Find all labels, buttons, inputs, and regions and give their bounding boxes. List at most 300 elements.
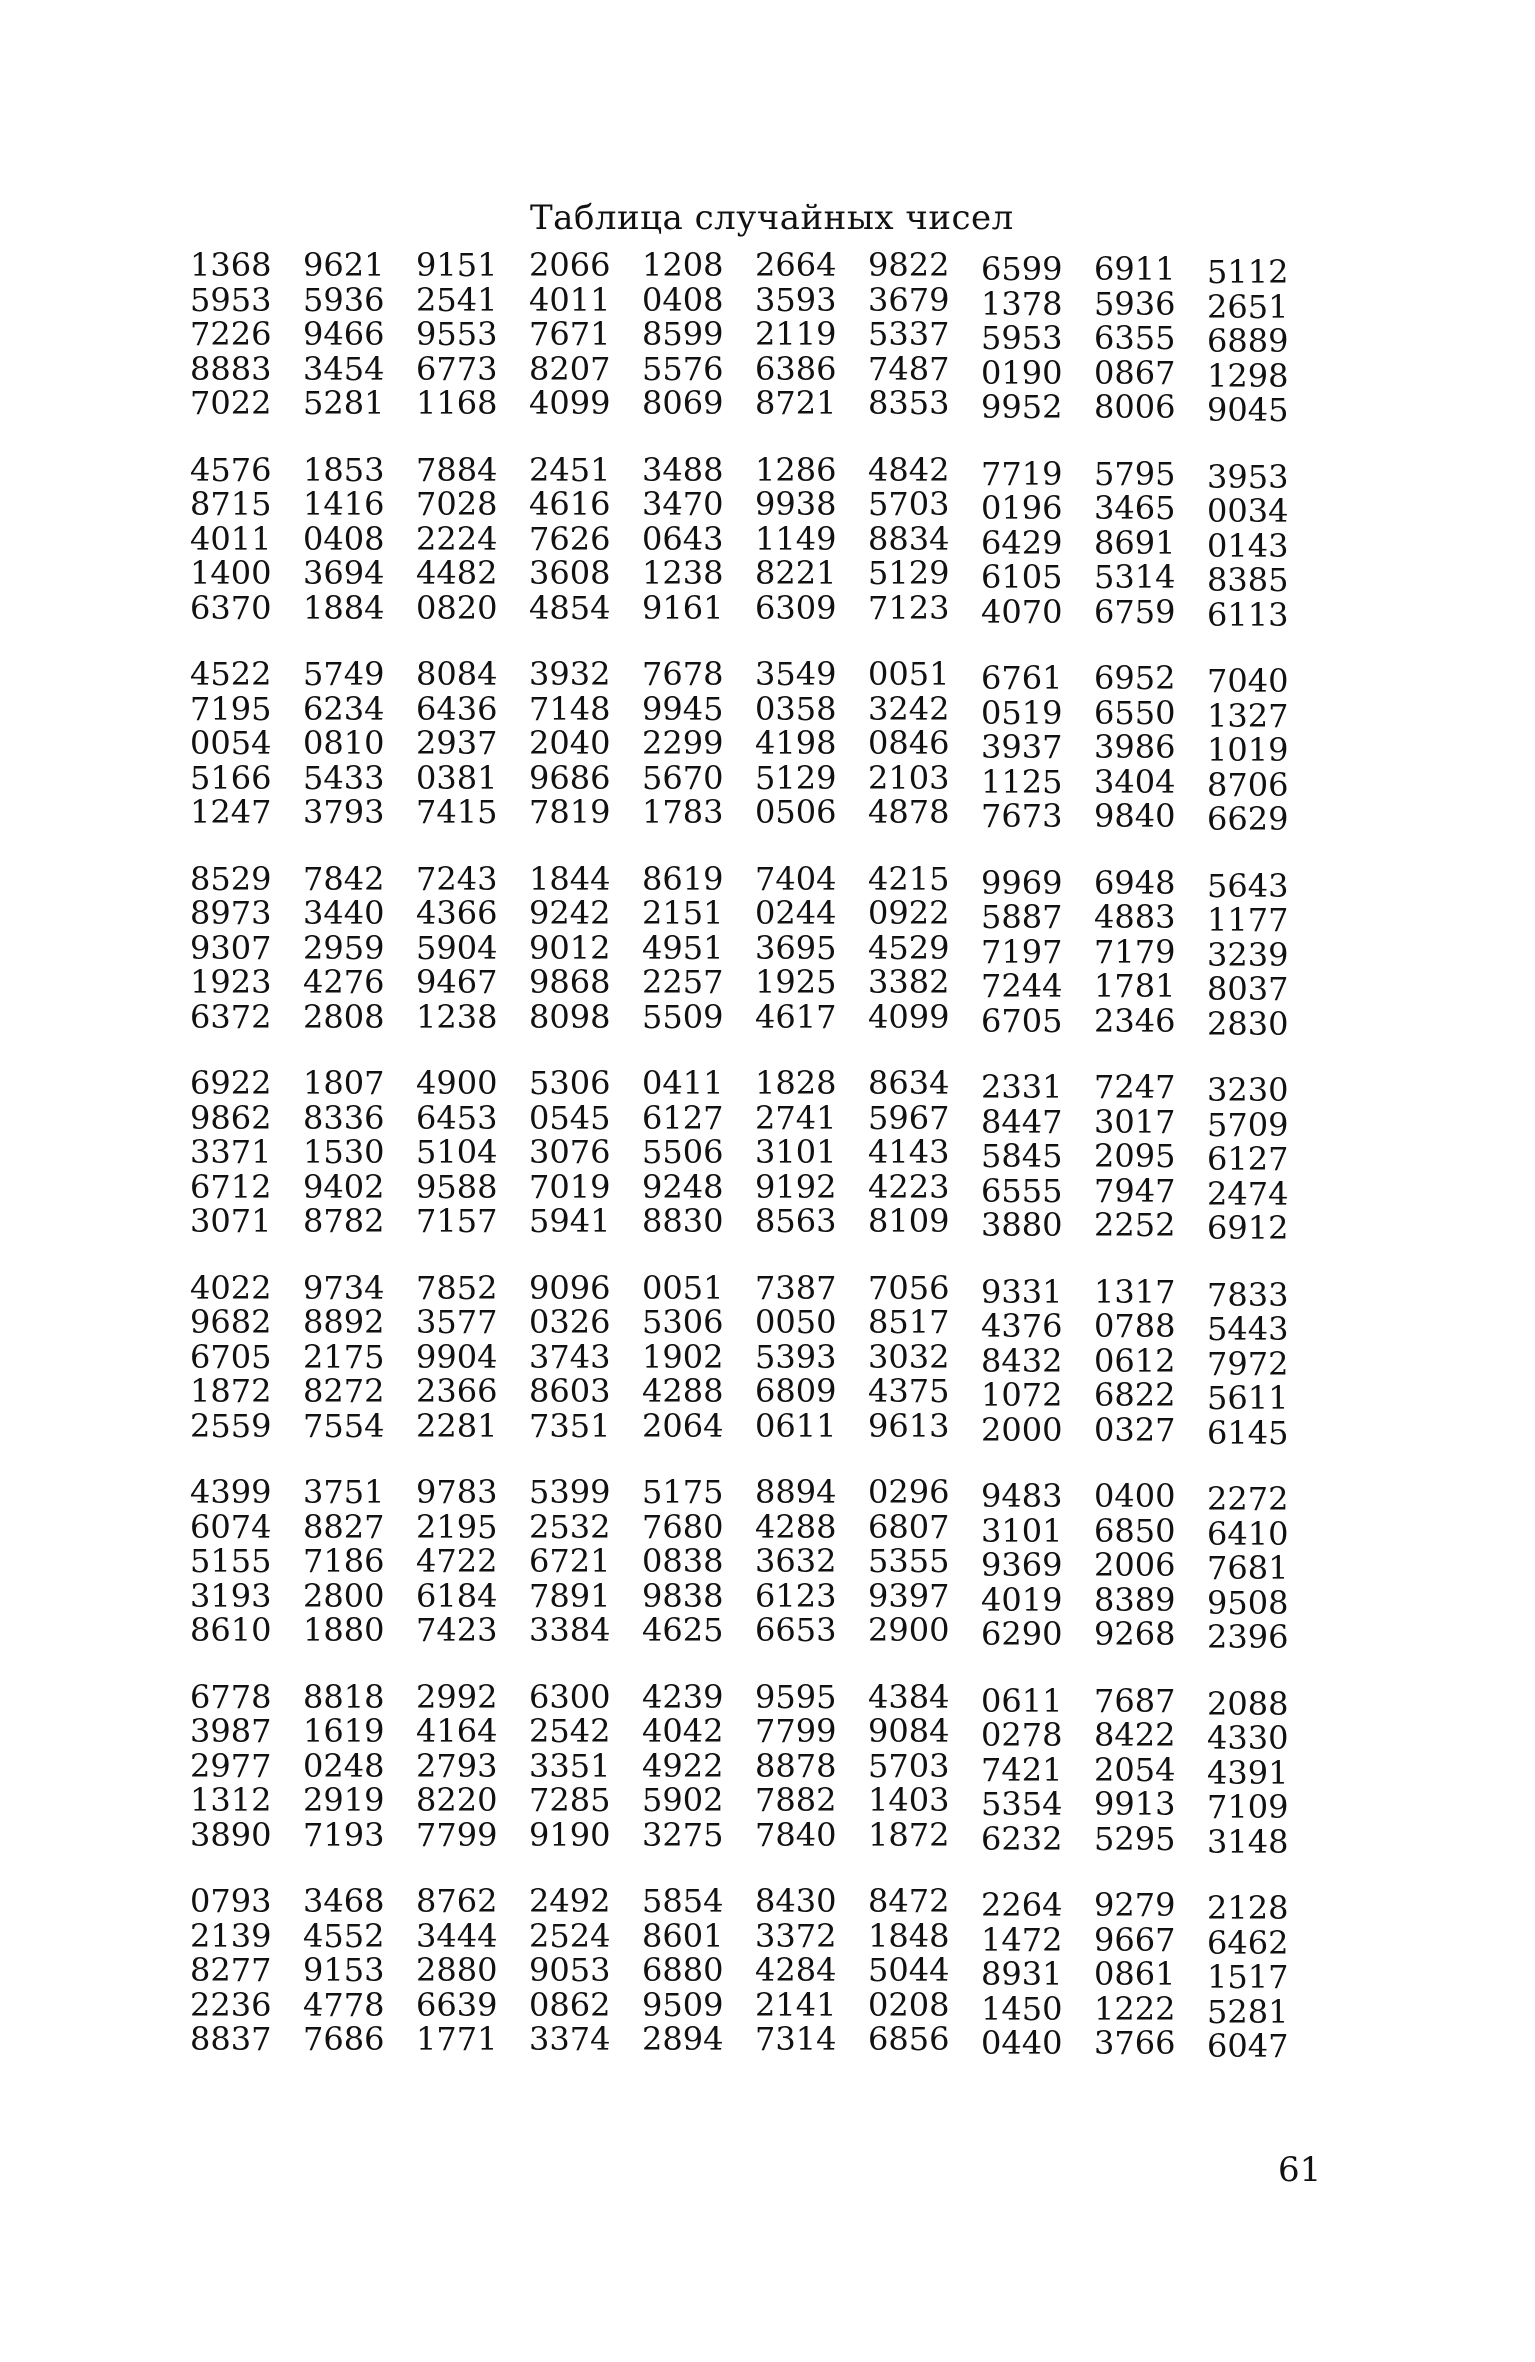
number-cell: 6639	[416, 1985, 498, 2024]
number-cell: 7819	[529, 793, 611, 831]
number-cell: 5166	[190, 758, 272, 797]
number-cell: 0381	[416, 758, 498, 797]
number-cell: 7285	[529, 1781, 611, 1819]
number-cell: 8721	[755, 384, 837, 422]
number-cell: 3193	[190, 1576, 272, 1615]
number-cell: 7040	[1207, 662, 1289, 700]
number-cell: 4391	[1207, 1753, 1289, 1792]
number-cell: 9945	[642, 689, 724, 728]
number-cell: 6809	[755, 1372, 837, 1410]
number-cell: 2299	[642, 724, 724, 762]
number-cell: 7840	[755, 1815, 837, 1854]
number-cell: 8220	[416, 1781, 498, 1819]
number-cell: 3743	[529, 1337, 611, 1376]
number-cell: 6127	[642, 1098, 724, 1137]
number-cell: 7195	[190, 689, 272, 728]
number-cell: 7972	[1207, 1344, 1289, 1383]
number-cell: 4529	[868, 928, 950, 967]
number-cell: 6712	[190, 1167, 272, 1206]
number-cell: 7186	[303, 1542, 385, 1580]
number-cell: 7671	[529, 315, 611, 353]
number-cell: 3444	[416, 1916, 498, 1955]
number-cell: 4625	[642, 1611, 724, 1649]
number-cell: 9242	[529, 894, 611, 932]
number-cell: 7247	[1094, 1068, 1176, 1106]
number-cell: 0050	[755, 1303, 837, 1341]
table-row	[190, 280, 1320, 326]
number-cell: 3488	[642, 450, 724, 489]
number-cell: 3751	[303, 1473, 385, 1511]
number-cell: 6807	[868, 1507, 950, 1546]
number-cell: 6453	[416, 1098, 498, 1137]
number-cell: 8385	[1207, 561, 1289, 599]
number-cell: 5044	[868, 1951, 950, 1989]
number-cell: 3440	[303, 894, 385, 932]
number-cell: 6123	[755, 1576, 837, 1615]
number-cell: 0051	[868, 655, 950, 693]
table-row	[190, 1985, 1320, 2031]
number-cell: 4164	[416, 1712, 498, 1750]
number-cell: 5175	[642, 1473, 724, 1511]
number-cell: 9369	[981, 1546, 1063, 1584]
number-cell: 2937	[416, 724, 498, 762]
number-cell: 8084	[416, 655, 498, 693]
number-cell: 6184	[416, 1576, 498, 1615]
table-row	[190, 1677, 1320, 1723]
number-cell: 9613	[868, 1406, 950, 1445]
number-cell: 7019	[529, 1167, 611, 1206]
number-cell: 5845	[981, 1137, 1063, 1175]
table-row	[190, 758, 1320, 804]
number-cell: 9045	[1207, 391, 1289, 429]
number-cell: 1880	[303, 1611, 385, 1649]
number-cell: 4198	[755, 724, 837, 762]
number-cell: 0411	[642, 1064, 724, 1102]
number-cell: 0838	[642, 1542, 724, 1580]
number-block	[190, 859, 1320, 1043]
number-cell: 1238	[416, 997, 498, 1036]
number-cell: 4576	[190, 450, 272, 489]
number-cell: 2066	[529, 246, 611, 284]
number-cell: 0846	[868, 724, 950, 762]
number-cell: 2040	[529, 724, 611, 762]
number-cell: 4011	[529, 280, 611, 319]
number-cell: 7056	[868, 1268, 950, 1307]
number-cell: 5337	[868, 315, 950, 353]
table-row	[190, 554, 1320, 599]
number-cell: 0326	[529, 1303, 611, 1341]
number-cell: 8837	[190, 2020, 272, 2058]
number-cell: 3932	[529, 655, 611, 693]
number-cell: 1368	[190, 246, 272, 284]
number-cell: 2139	[190, 1916, 272, 1955]
number-cell: 5643	[1207, 866, 1289, 905]
number-cell: 9483	[981, 1477, 1063, 1515]
number-cell: 7197	[981, 932, 1063, 971]
number-cell: 5306	[642, 1303, 724, 1341]
number-cell: 8610	[190, 1611, 272, 1649]
number-cell: 0922	[868, 894, 950, 932]
number-cell: 1923	[190, 963, 272, 1001]
number-cell: 3230	[1207, 1071, 1289, 1109]
number-cell: 4552	[303, 1916, 385, 1955]
number-cell: 3577	[416, 1303, 498, 1341]
number-cell: 8422	[1094, 1716, 1176, 1754]
number-cell: 9509	[642, 1985, 724, 2024]
number-cell: 4384	[868, 1677, 950, 1716]
number-cell: 8277	[190, 1951, 272, 1989]
number-cell: 3890	[190, 1815, 272, 1854]
number-cell: 9190	[529, 1815, 611, 1854]
table-row	[190, 1303, 1320, 1348]
number-cell: 9969	[981, 863, 1063, 902]
number-cell: 4922	[642, 1746, 724, 1785]
number-block	[190, 655, 1320, 838]
number-cell: 8599	[642, 315, 724, 353]
table-row	[190, 1372, 1320, 1417]
number-cell: 5936	[1094, 284, 1176, 323]
table-row	[190, 1815, 1320, 1861]
table-row	[190, 1712, 1320, 1757]
number-cell: 3101	[981, 1511, 1063, 1550]
number-cell: 8517	[868, 1303, 950, 1341]
number-cell: 3468	[303, 1882, 385, 1920]
number-cell: 9938	[755, 485, 837, 523]
number-cell: 0190	[981, 353, 1063, 392]
number-cell: 8834	[868, 519, 950, 558]
number-cell: 7109	[1207, 1788, 1289, 1826]
number-cell: 7179	[1094, 932, 1176, 971]
number-cell: 7193	[303, 1815, 385, 1854]
number-cell: 6880	[642, 1951, 724, 1989]
number-cell: 0143	[1207, 526, 1289, 565]
number-cell: 8353	[868, 384, 950, 422]
number-cell: 6889	[1207, 322, 1289, 360]
table-row	[190, 588, 1320, 634]
number-cell: 1472	[981, 1920, 1063, 1959]
number-cell: 5295	[1094, 1819, 1176, 1858]
number-cell: 2006	[1094, 1546, 1176, 1584]
number-cell: 8973	[190, 894, 272, 932]
number-cell: 4070	[981, 592, 1063, 631]
number-cell: 5443	[1207, 1310, 1289, 1348]
number-cell: 9840	[1094, 797, 1176, 835]
number-cell: 1327	[1207, 696, 1289, 735]
number-cell: 6759	[1094, 592, 1176, 631]
number-cell: 8601	[642, 1916, 724, 1955]
number-cell: 5112	[1207, 253, 1289, 291]
number-cell: 2977	[190, 1746, 272, 1785]
number-cell: 8563	[755, 1202, 837, 1240]
number-cell: 4215	[868, 859, 950, 898]
number-cell: 7314	[755, 2020, 837, 2058]
number-cell: 7884	[416, 450, 498, 489]
number-cell: 3101	[755, 1133, 837, 1171]
number-cell: 0861	[1094, 1955, 1176, 1993]
number-cell: 6761	[981, 659, 1063, 697]
number-cell: 5509	[642, 997, 724, 1036]
number-cell: 3372	[755, 1916, 837, 1955]
table-row	[190, 1064, 1320, 1109]
number-cell: 2992	[416, 1677, 498, 1716]
number-cell: 7686	[303, 2020, 385, 2058]
number-cell: 6856	[868, 2020, 950, 2058]
number-cell: 1771	[416, 2020, 498, 2058]
number-cell: 3470	[642, 485, 724, 523]
number-cell: 3032	[868, 1337, 950, 1376]
number-cell: 8894	[755, 1473, 837, 1511]
number-cell: 1807	[303, 1064, 385, 1102]
number-cell: 8109	[868, 1202, 950, 1240]
number-cell: 7842	[303, 859, 385, 898]
number-cell: 1400	[190, 554, 272, 592]
number-cell: 3404	[1094, 762, 1176, 801]
number-cell: 7947	[1094, 1171, 1176, 1210]
number-cell: 1378	[981, 284, 1063, 323]
number-cell: 3937	[981, 728, 1063, 766]
number-cell: 0788	[1094, 1307, 1176, 1345]
number-cell: 9084	[868, 1712, 950, 1750]
number-cell: 1298	[1207, 356, 1289, 395]
number-cell: 5887	[981, 898, 1063, 936]
number-cell: 6355	[1094, 319, 1176, 357]
table-row	[190, 246, 1320, 291]
number-cell: 5953	[981, 319, 1063, 357]
number-cell: 5941	[529, 1202, 611, 1240]
number-cell: 8634	[868, 1064, 950, 1102]
number-cell: 9161	[642, 588, 724, 627]
number-cell: 9053	[529, 1951, 611, 1989]
number-cell: 6705	[981, 1001, 1063, 1040]
page-number: 61	[1278, 2150, 1322, 2190]
number-cell: 6386	[755, 349, 837, 388]
number-cell: 8892	[303, 1303, 385, 1341]
number-cell: 2808	[303, 997, 385, 1036]
number-cell: 4842	[868, 450, 950, 489]
number-cell: 3076	[529, 1133, 611, 1171]
table-row	[190, 793, 1320, 838]
number-cell: 9734	[303, 1268, 385, 1307]
number-cell: 2541	[416, 280, 498, 319]
number-cell: 9553	[416, 315, 498, 353]
table-row	[190, 1542, 1320, 1587]
number-cell: 4522	[190, 655, 272, 693]
number-cell: 0867	[1094, 353, 1176, 392]
number-cell: 2175	[303, 1337, 385, 1376]
number-cell: 6555	[981, 1171, 1063, 1210]
number-cell: 0278	[981, 1716, 1063, 1754]
number-cell: 3242	[868, 689, 950, 728]
number-cell: 1450	[981, 1989, 1063, 2028]
number-cell: 6850	[1094, 1511, 1176, 1550]
number-cell: 5953	[190, 280, 272, 319]
number-cell: 6911	[1094, 250, 1176, 288]
number-block	[190, 1473, 1320, 1656]
number-cell: 7028	[416, 485, 498, 523]
number-cell: 9331	[981, 1272, 1063, 1311]
number-cell: 5854	[642, 1882, 724, 1920]
number-cell: 2396	[1207, 1618, 1289, 1656]
number-cell: 3593	[755, 280, 837, 319]
number-cell: 8619	[642, 859, 724, 898]
number-cell: 5281	[303, 384, 385, 422]
number-cell: 5904	[416, 928, 498, 967]
table-row	[190, 519, 1320, 565]
number-cell: 7404	[755, 859, 837, 898]
number-block	[190, 1677, 1320, 1861]
number-cell: 7882	[755, 1781, 837, 1819]
number-cell: 4722	[416, 1542, 498, 1580]
number-cell: 5314	[1094, 558, 1176, 596]
number-cell: 2119	[755, 315, 837, 353]
number-cell: 7852	[416, 1268, 498, 1307]
number-cell: 6145	[1207, 1413, 1289, 1452]
number-cell: 0612	[1094, 1341, 1176, 1380]
number-cell: 7148	[529, 689, 611, 728]
number-cell: 3679	[868, 280, 950, 319]
number-cell: 0296	[868, 1473, 950, 1511]
number-cell: 0208	[868, 1985, 950, 2024]
number-cell: 2542	[529, 1712, 611, 1750]
table-row	[190, 1202, 1320, 1247]
number-cell: 1619	[303, 1712, 385, 1750]
table-row	[190, 928, 1320, 974]
number-cell: 9508	[1207, 1583, 1289, 1622]
number-cell: 2651	[1207, 287, 1289, 326]
number-cell: 3275	[642, 1815, 724, 1854]
number-cell: 4617	[755, 997, 837, 1036]
number-cell: 2532	[529, 1507, 611, 1546]
number-cell: 6309	[755, 588, 837, 627]
number-cell: 3987	[190, 1712, 272, 1750]
number-cell: 7487	[868, 349, 950, 388]
number-cell: 0244	[755, 894, 837, 932]
table-row	[190, 1098, 1320, 1144]
table-row	[190, 1268, 1320, 1314]
number-cell: 8432	[981, 1341, 1063, 1380]
number-cell: 8447	[981, 1102, 1063, 1141]
number-cell: 0793	[190, 1882, 272, 1920]
number-cell: 2346	[1094, 1001, 1176, 1040]
number-cell: 4223	[868, 1167, 950, 1206]
number-cell: 9279	[1094, 1886, 1176, 1924]
number-cell: 0408	[303, 519, 385, 558]
number-cell: 0196	[981, 489, 1063, 527]
table-row	[190, 1951, 1320, 1996]
number-cell: 3953	[1207, 457, 1289, 496]
number-cell: 0611	[755, 1406, 837, 1445]
number-cell: 5104	[416, 1133, 498, 1171]
number-cell: 5967	[868, 1098, 950, 1137]
number-cell: 5399	[529, 1473, 611, 1511]
number-cell: 6705	[190, 1337, 272, 1376]
number-cell: 9682	[190, 1303, 272, 1341]
number-cell: 6952	[1094, 659, 1176, 697]
number-cell: 7799	[755, 1712, 837, 1750]
number-cell: 8430	[755, 1882, 837, 1920]
number-cell: 1872	[190, 1372, 272, 1410]
number-cell: 2894	[642, 2020, 724, 2058]
number-cell: 9868	[529, 963, 611, 1001]
number-cell: 9862	[190, 1098, 272, 1137]
number-cell: 2264	[981, 1886, 1063, 1924]
table-row	[190, 1916, 1320, 1962]
number-cell: 7387	[755, 1268, 837, 1307]
number-cell: 5611	[1207, 1379, 1289, 1417]
number-cell: 4878	[868, 793, 950, 831]
number-cell: 9192	[755, 1167, 837, 1206]
number-cell: 6290	[981, 1615, 1063, 1653]
number-cell: 3766	[1094, 2024, 1176, 2062]
number-block	[190, 246, 1320, 429]
number-cell: 5703	[868, 1746, 950, 1785]
number-cell: 3382	[868, 963, 950, 1001]
table-row	[190, 349, 1320, 395]
number-cell: 5902	[642, 1781, 724, 1819]
number-cell: 2195	[416, 1507, 498, 1546]
number-cell: 6127	[1207, 1140, 1289, 1178]
number-cell: 9248	[642, 1167, 724, 1206]
number-cell: 2103	[868, 758, 950, 797]
number-cell: 9667	[1094, 1920, 1176, 1959]
number-cell: 2252	[1094, 1206, 1176, 1244]
number-cell: 0248	[303, 1746, 385, 1785]
number-cell: 8207	[529, 349, 611, 388]
number-cell: 8706	[1207, 765, 1289, 804]
number-cell: 3384	[529, 1611, 611, 1649]
number-cell: 9151	[416, 246, 498, 284]
number-cell: 0327	[1094, 1410, 1176, 1449]
number-cell: 9268	[1094, 1615, 1176, 1653]
number-cell: 4376	[981, 1307, 1063, 1345]
number-cell: 5281	[1207, 1992, 1289, 2031]
table-row	[190, 689, 1320, 735]
number-cell: 8006	[1094, 388, 1176, 426]
number-cell: 7678	[642, 655, 724, 693]
number-cell: 9012	[529, 928, 611, 967]
number-cell: 4482	[416, 554, 498, 592]
number-cell: 7680	[642, 1507, 724, 1546]
table-row	[190, 1882, 1320, 1927]
number-cell: 1177	[1207, 901, 1289, 939]
table-row	[190, 1576, 1320, 1622]
number-cell: 5129	[868, 554, 950, 592]
number-cell: 7022	[190, 384, 272, 422]
number-cell: 4330	[1207, 1719, 1289, 1757]
table-row	[190, 1406, 1320, 1452]
number-cell: 8603	[529, 1372, 611, 1410]
number-cell: 7719	[981, 454, 1063, 493]
number-cell: 6232	[981, 1819, 1063, 1858]
number-cell: 6462	[1207, 1923, 1289, 1962]
number-cell: 8782	[303, 1202, 385, 1240]
number-cell: 0810	[303, 724, 385, 762]
table-row	[190, 1781, 1320, 1826]
number-cell: 9402	[303, 1167, 385, 1206]
number-cell: 6653	[755, 1611, 837, 1649]
number-cell: 6822	[1094, 1376, 1176, 1414]
number-cell: 2095	[1094, 1137, 1176, 1175]
number-cell: 3071	[190, 1202, 272, 1240]
number-cell: 6372	[190, 997, 272, 1036]
number-cell: 7799	[416, 1815, 498, 1854]
number-cell: 0519	[981, 693, 1063, 732]
table-row	[190, 384, 1320, 429]
number-cell: 8069	[642, 384, 724, 422]
number-cell: 5433	[303, 758, 385, 797]
number-cell: 4778	[303, 1985, 385, 2024]
number-cell: 4099	[529, 384, 611, 422]
